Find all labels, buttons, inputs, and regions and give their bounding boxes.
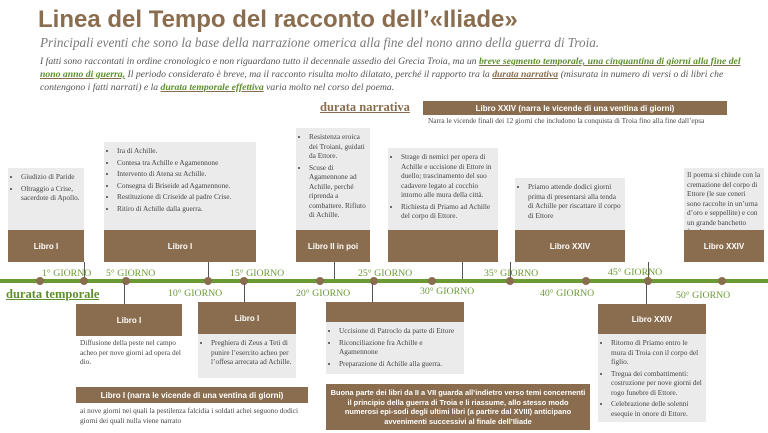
event-box-upper-1 <box>8 168 84 230</box>
day-label: 45° GIORNO <box>608 267 663 278</box>
intro-text-1: I fatti sono raccontati in ordine cronologico e non riguardano tutto il decennale assedio dei Grecia Troia, ma un <box>40 56 479 67</box>
day-label: 1° GIORNO <box>42 268 92 279</box>
intro-text-2: Il periodo considerato è breve, ma il racconto risulta molto dilatato, perché il rapporto tra la <box>125 69 493 80</box>
book-label-upper-6: Libro XXIV <box>684 230 764 262</box>
timeline-dot <box>316 277 324 285</box>
event-item: • Tregua dei combattimenti: costruzione per nove giorni del rogo funebre di Ettore. <box>611 369 703 398</box>
day-label: 5° GIORNO <box>106 268 156 279</box>
book-label-lower-2: Libro I <box>198 302 296 334</box>
connector <box>334 262 335 279</box>
event-item: • Ira di Achille. <box>117 146 253 156</box>
timeline-dot <box>582 277 590 285</box>
book-label-upper-1: Libro I <box>8 230 84 262</box>
event-item: • Preghiera di Zeus a Teti di punire l’esercito acheo per l’offesa arrecata ad Achille. <box>211 338 293 367</box>
day-label: 40° GIORNO <box>540 288 595 299</box>
event-item: • Uccisione di Patroclo da parte di Ettore <box>339 326 461 336</box>
libro1-summary-text: ai nove giorni nei quali la pestilenza falcidia i soldati achei seguono dodici giorni dei quali nulla viene narrato <box>80 406 299 425</box>
day-label: 30° GIORNO <box>420 286 475 297</box>
event-item: • Ritorno di Priamo entro le mura di Troia con il corpo del figlio. <box>611 338 703 367</box>
event-box-lower-2 <box>198 334 296 378</box>
event-box-upper-5 <box>515 178 625 230</box>
day-label: 10° GIORNO <box>168 288 223 299</box>
event-item: • Intervento di Atena su Achille. <box>117 169 253 179</box>
libro24-narrative-text: Narra le vicende finali dei 12 giorni che includono la conquista di Troia fino alla fine dall’epsa <box>428 116 705 125</box>
intro-highlight-narrative: durata narrativa <box>492 69 559 80</box>
books-summary-box: Buona parte dei libri da II a VII guarda all’indietro verso temi concernenti il principio della guerra di Troia e li riassume, allo stesso modo numerosi epi-sodi degli ultimi libri (a partire dal XVIII) anticipano avvenimenti successivi al finale dell’Iliade <box>326 384 590 430</box>
book-label-lower-4: Libro XXIV <box>598 304 706 334</box>
event-item: • Priamo attende dodici giorni prima di presentarsi alla tenda di Achille per riscattare il corpo di Ettore <box>528 182 622 220</box>
libro1-summary-header: Libro I (narra le vicende di una ventina di giorni) <box>76 387 308 403</box>
event-text: Il poema si chiude con la cremazione del corpo di Ettore (le sue ceneri sono raccolte in un’urna d’oro e seppellite) e con un grande banchetto <box>687 170 761 227</box>
event-box-lower-3 <box>326 322 464 374</box>
intro-highlight-temporal: durata temporale effettiva <box>160 82 264 93</box>
page-title: Linea del Tempo del racconto dell’«Iliade» <box>38 6 518 33</box>
event-item: • Strage di nemici per opera di Achille e uccisione di Ettore in duello; trascinamento del suo cadavere legato al cocchio intorno alle mura della città. <box>401 152 495 200</box>
connector <box>646 283 647 304</box>
connector <box>244 283 245 302</box>
timeline-dot <box>204 277 212 285</box>
event-item: • Riconciliazione fra Achille e Agamennone <box>339 338 461 357</box>
event-box-upper-3 <box>296 128 370 230</box>
event-item: • Resistenza eroica dei Troiani, guidati da Ettore. <box>309 132 367 161</box>
book-label-lower-3 <box>326 302 464 322</box>
connector <box>124 283 125 304</box>
event-item: • Celebrazione delle solenni esequie in onore di Ettore. <box>611 399 703 418</box>
book-label-upper-3: Libro II in poi <box>296 230 370 262</box>
intro-highlight-segment: breve segmento temporale, una cinquantina di giorni alla fine del nono anno di guerra, <box>40 56 741 80</box>
event-item: • Restituzione di Criseide al padre Crise. <box>117 192 253 202</box>
event-box-upper-6 <box>684 168 764 230</box>
event-item: • Scuse di Agamennone ad Achille, perché riprenda a combattere. Rifiuto di Achille. <box>309 163 367 220</box>
intro-paragraph <box>40 55 762 94</box>
event-box-upper-2 <box>104 142 256 230</box>
timeline-bar <box>0 279 768 283</box>
intro-text-4: varia molto nel corso del poema. <box>263 82 395 93</box>
connector <box>372 283 373 302</box>
event-item: • Richiesta di Priamo ad Achille del corpo di Ettore. <box>401 202 495 221</box>
event-item: • Oltraggio a Crise, sacerdote di Apollo. <box>21 184 81 203</box>
event-item: • Contesa tra Achille e Agamennone <box>117 158 253 168</box>
temporal-duration-label: durata temporale <box>6 287 100 301</box>
day-label: 15° GIORNO <box>230 268 285 279</box>
event-box-upper-4 <box>388 148 498 230</box>
event-text-lower-1: Diffusione della peste nel campo acheo per nove giorni ad opera del dio. <box>80 338 181 366</box>
connector <box>462 262 463 279</box>
page-subtitle: Principali eventi che sono la base della narrazione omerica alla fine del nono anno della guerra di Troia. <box>40 35 600 50</box>
event-item: • Preparazione di Achille alla guerra. <box>339 359 461 369</box>
timeline-dot <box>428 277 436 285</box>
day-label: 20° GIORNO <box>296 288 351 299</box>
event-item: • Consegna di Briseide ad Agamennone. <box>117 181 253 191</box>
event-box-lower-4 <box>598 334 706 422</box>
day-label: 25° GIORNO <box>358 268 413 279</box>
event-item: • Ritiro di Achille dalla guerra. <box>117 204 253 214</box>
event-item: • Giudizio di Paride <box>21 172 81 182</box>
day-label: 35° GIORNO <box>484 268 539 279</box>
book-label-upper-5: Libro XXIV <box>515 230 625 262</box>
libro24-narrative-header: Libro XXIV (narra le vicende di una ventina di giorni) <box>423 101 727 115</box>
intro-text-3: (misurata in numero di versi o di libri che contengono i fatti narrati) e la <box>40 69 724 93</box>
narrative-duration-label: durata narrativa <box>320 100 410 114</box>
book-label-upper-2: Libro I <box>104 230 256 262</box>
book-label-lower-1: Libro I <box>76 304 182 336</box>
book-label-upper-4 <box>388 230 498 262</box>
day-label: 50° GIORNO <box>676 290 731 301</box>
timeline-dot <box>718 277 726 285</box>
